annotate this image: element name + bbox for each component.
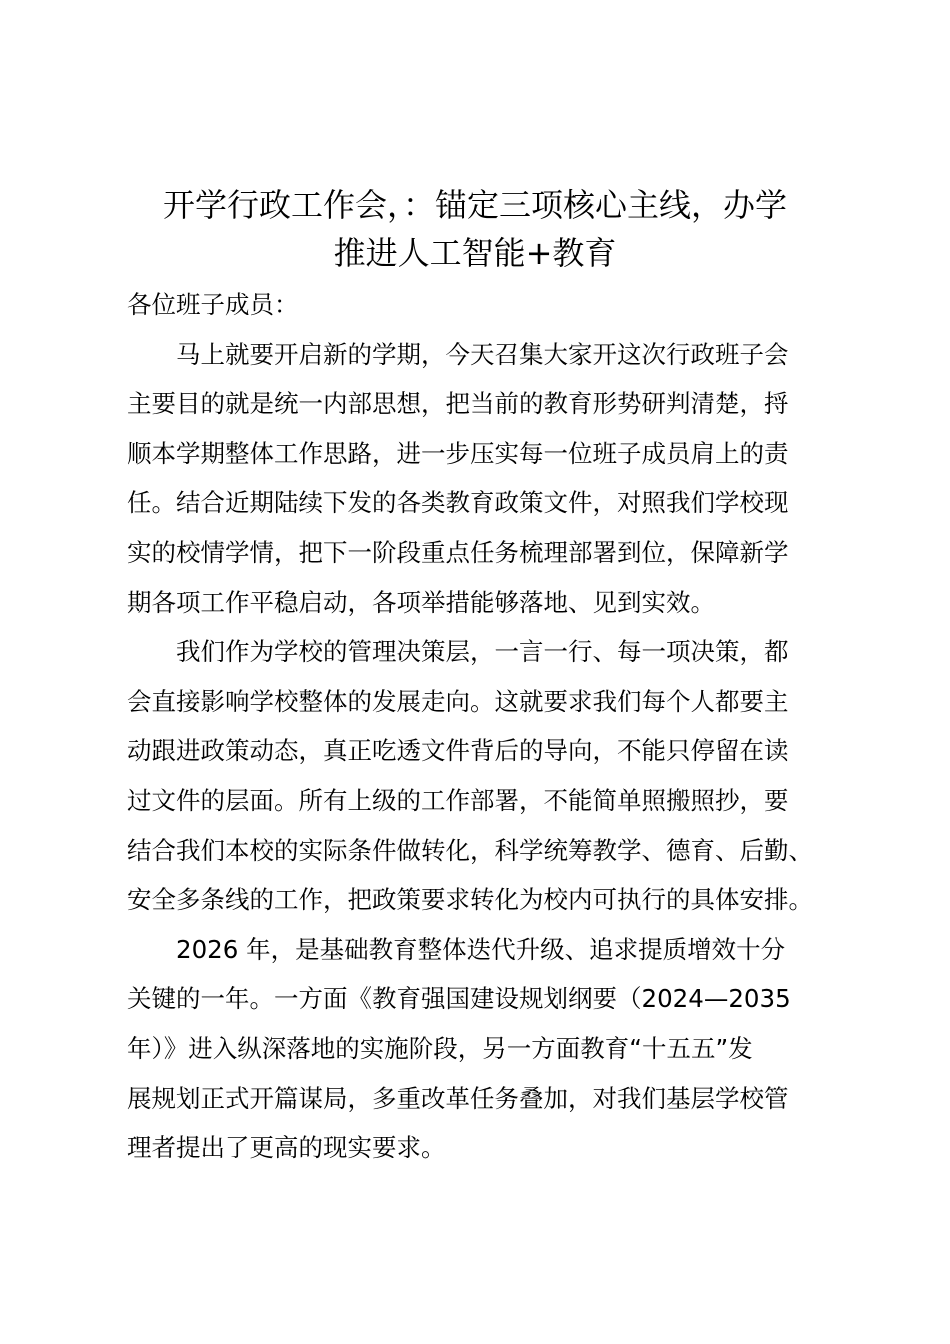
paragraph-2 [127, 627, 837, 925]
paragraph-line: 结合我们本校的实际条件做转化，科学统筹教学、德育、后勤、 [127, 835, 813, 865]
paragraph-1 [127, 330, 837, 628]
paragraph-line: 主要目的就是统一内部思想，把当前的教育形势研判清楚，捋 [127, 389, 789, 419]
title-line: 推进人工智能+教育 [333, 234, 617, 272]
paragraph-line: 动跟进政策动态，真正吃透文件背后的导向，不能只停留在读 [127, 736, 789, 766]
paragraph-line: 2026 年，是基础教育整体迭代升级、追求提质增效十分 [176, 934, 786, 964]
title-line: 开学行政工作会，：锚定三项核心主线，办学 [162, 186, 787, 224]
paragraph-line: 年）》进入纵深落地的实施阶段，另一方面教育“十五五”发 [127, 1033, 753, 1063]
paragraph-line: 期各项工作平稳启动，各项举措能够落地、见到实效。 [127, 587, 715, 617]
paragraph-3 [127, 925, 837, 1173]
paragraph-line: 任。结合近期陆续下发的各类教育政策文件，对照我们学校现 [127, 488, 789, 518]
paragraph-line: 关键的一年。一方面《教育强国建设规划纲要（2024—2035 [127, 984, 791, 1014]
document-body [127, 280, 837, 1173]
salutation [127, 280, 837, 330]
paragraph-line: 我们作为学校的管理决策层，一言一行、每一项决策，都 [176, 637, 789, 667]
salutation-text: 各位班子成员： [127, 290, 299, 319]
paragraph-line: 顺本学期整体工作思路，进一步压实每一位班子成员肩上的责 [127, 438, 789, 468]
paragraph-line: 实的校情学情，把下一阶段重点任务梳理部署到位，保障新学 [127, 537, 789, 567]
paragraph-line: 过文件的层面。所有上级的工作部署，不能简单照搬照抄，要 [127, 785, 789, 815]
document-title [100, 181, 850, 277]
paragraph-line: 会直接影响学校整体的发展走向。这就要求我们每个人都要主 [127, 686, 789, 716]
paragraph-line: 安全多条线的工作，把政策要求转化为校内可执行的具体安排。 [127, 885, 813, 915]
paragraph-line: 马上就要开启新的学期，今天召集大家开这次行政班子会 [176, 339, 789, 369]
paragraph-line: 理者提出了更高的现实要求。 [127, 1133, 446, 1163]
paragraph-line: 展规划正式开篇谋局，多重改革任务叠加，对我们基层学校管 [127, 1083, 789, 1113]
